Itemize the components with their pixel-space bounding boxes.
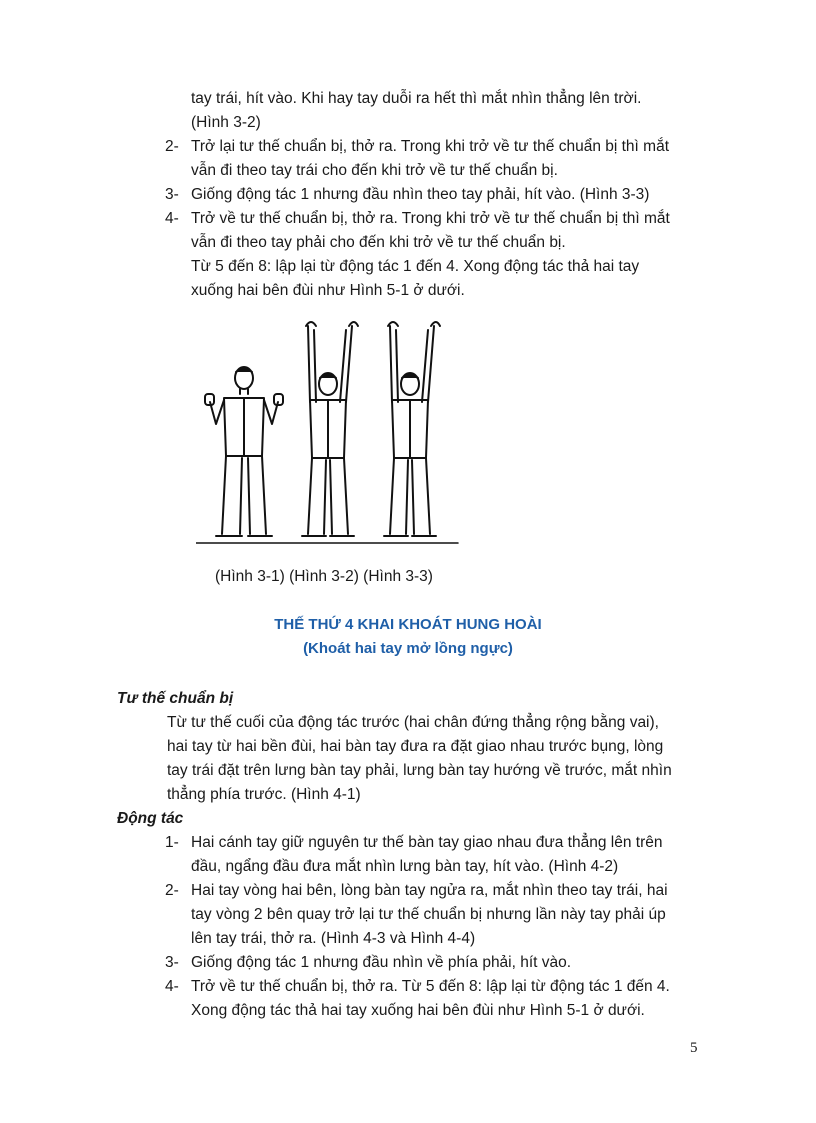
list-number: 3- [165,186,179,203]
list-number: 2- [165,138,179,155]
moves-heading: Động tác [117,810,184,827]
paragraph-line: tay trái đặt trên lưng bàn tay phải, lưng bàn tay hướng về trước, mắt nhìn [167,762,672,779]
list-number: 1- [165,834,179,851]
paragraph-line: hai tay từ hai bền đùi, hai bàn tay đưa ra đặt giao nhau trước bụng, lòng [167,738,664,755]
list-item-line: Hai tay vòng hai bên, lòng bàn tay ngửa ra, mắt nhìn theo tay trái, hai [191,882,668,899]
figure-3-1 [205,367,283,536]
exercise-figure-illustration [196,318,461,548]
list-item-line: vẫn đi theo tay phải cho đến khi trở về tư thế chuẩn bị. [191,234,566,251]
paragraph-line: Từ 5 đến 8: lập lại từ động tác 1 đến 4. Xong động tác thả hai tay [191,258,640,275]
paragraph-line: thẳng phía trước. (Hình 4-1) [167,786,361,803]
section-subtitle: (Khoát hai tay mở lồng ngực) [303,640,513,657]
paragraph-line: Từ tư thế cuối của động tác trước (hai chân đứng thẳng rộng bằng vai), [167,714,659,731]
list-item-line: Trở về tư thế chuẩn bị, thở ra. Trong khi trở về tư thế chuẩn bị thì mắt [191,210,670,227]
figure-3-2 [302,322,358,536]
list-item-line: đầu, ngẩng đầu đưa mắt nhìn lưng bàn tay, hít vào. (Hình 4-2) [191,858,619,875]
list-item-line: tay vòng 2 bên quay trở lại tư thế chuẩn bị nhưng lần này tay phải úp [191,906,666,923]
figure-3-3 [384,322,440,536]
list-item-line: Giống động tác 1 nhưng đầu nhìn về phía phải, hít vào. [191,954,572,971]
page-number: 5 [690,1040,698,1056]
list-item-line: lên tay trái, thở ra. (Hình 4-3 và Hình 4-4) [191,930,476,947]
list-item-line: Giống động tác 1 nhưng đầu nhìn theo tay phải, hít vào. (Hình 3-3) [191,186,650,203]
list-item-line: Hai cánh tay giữ nguyên tư thế bàn tay giao nhau đưa thẳng lên trên [191,834,663,851]
paragraph-line: xuống hai bên đùi như Hình 5-1 ở dưới. [191,282,465,299]
list-number: 4- [165,978,179,995]
list-item-line: vẫn đi theo tay trái cho đến khi trở về tư thế chuẩn bị. [191,162,558,179]
list-number: 4- [165,210,179,227]
prep-heading: Tư thế chuẩn bị [117,690,234,707]
figure-caption: (Hình 3-1) (Hình 3-2) (Hình 3-3) [215,568,433,585]
list-number: 2- [165,882,179,899]
paragraph-line: tay trái, hít vào. Khi hay tay duỗi ra hết thì mắt nhìn thẳng lên trời. [191,90,642,107]
section-title: THẾ THỨ 4 KHAI KHOÁT HUNG HOÀI [274,616,542,633]
list-item-line: Trở lại tư thế chuẩn bị, thở ra. Trong khi trở về tư thế chuẩn bị thì mắt [191,138,669,155]
list-number: 3- [165,954,179,971]
list-item-line: Trở về tư thế chuẩn bị, thở ra. Từ 5 đến 8: lập lại từ động tác 1 đến 4. [191,978,670,995]
list-item-line: Xong động tác thả hai tay xuống hai bên đùi như Hình 5-1 ở dưới. [191,1002,645,1019]
paragraph-line: (Hình 3-2) [191,114,261,131]
